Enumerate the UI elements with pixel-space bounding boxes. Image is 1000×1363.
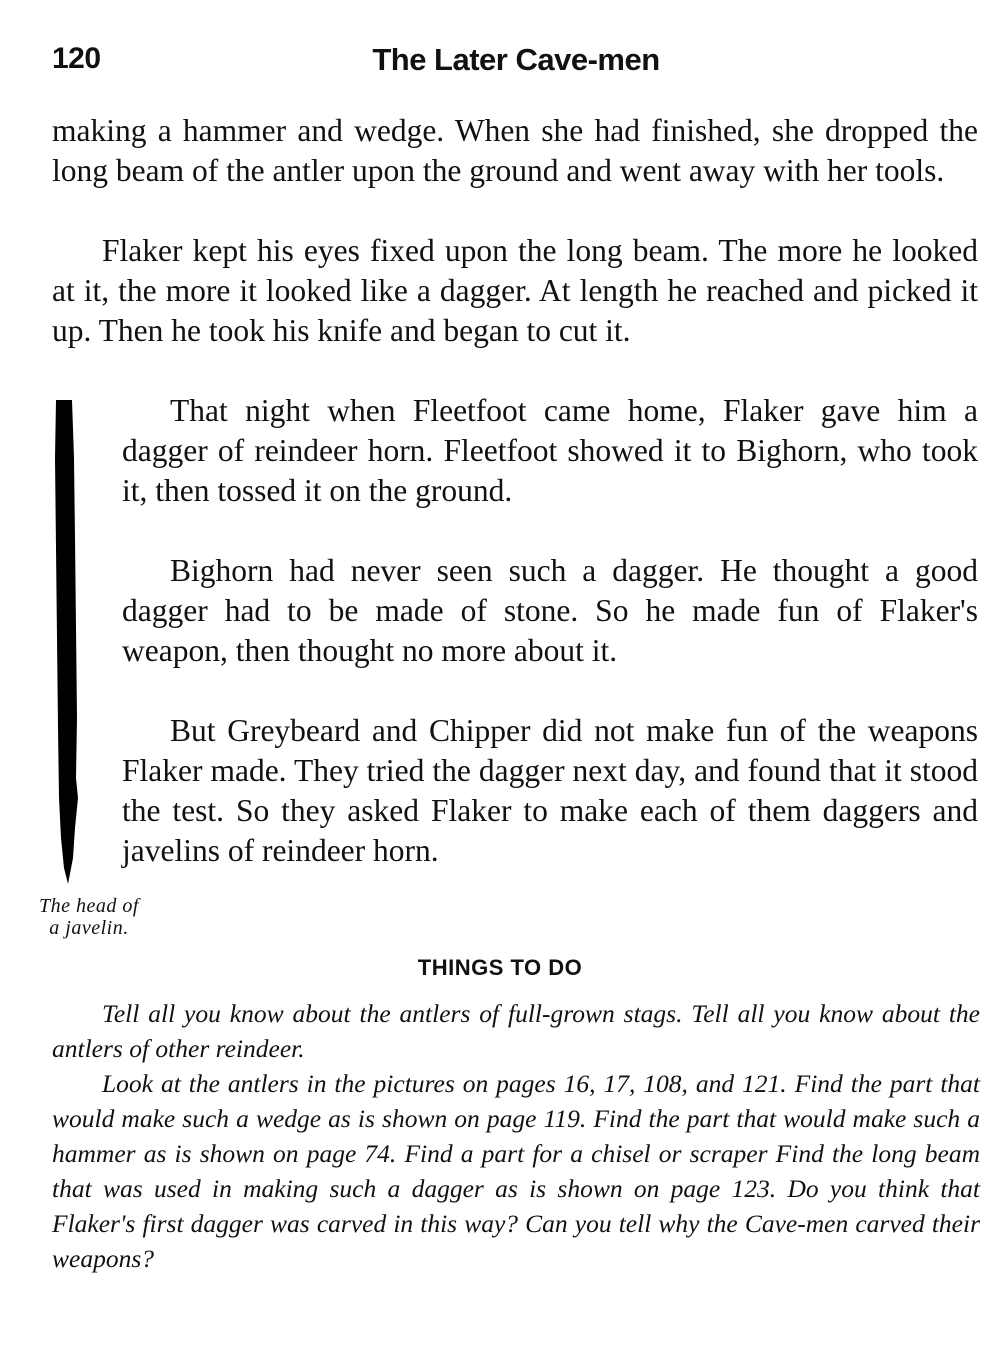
- javelin-head-shape: [55, 400, 78, 884]
- running-title: The Later Cave-men: [372, 42, 660, 77]
- activity-item-antlers: Tell all you know about the antlers of full-grown stags. Tell all you know about the antlers of other reindeer.: [52, 999, 980, 1063]
- paragraph-continuation: making a hammer and wedge. When she had finished, she dropped the long beam of the antler upon the ground and went away with her tools.: [52, 113, 978, 188]
- figure-caption-line2: a javelin.: [49, 917, 129, 939]
- javelin-head-illustration: [50, 398, 90, 888]
- page-number: 120: [52, 42, 101, 75]
- figure-caption-line1: The head of: [39, 895, 139, 917]
- paragraph-bighorn: Bighorn had never seen such a dagger. He thought a good dagger had to be made of stone. So he made fun of Flaker's weapon, then thought no more about it.: [122, 553, 978, 668]
- paragraph-flaker-beam: Flaker kept his eyes fixed upon the long beam. The more he looked at it, the more it looked like a dagger. At length he reached and picked it up. Then he took his knife and began to cut it.: [52, 233, 978, 348]
- paragraph-greybeard: But Greybeard and Chipper did not make fun of the weapons Flaker made. They tried the dagger next day, and found that it stood the test. So they asked Flaker to make each of them daggers and javelins of reindeer horn.: [122, 713, 978, 868]
- figure-caption: [14, 895, 164, 939]
- page-header: [52, 42, 980, 86]
- section-heading-things-to-do: THINGS TO DO: [417, 955, 583, 980]
- paragraph-fleetfoot: That night when Fleetfoot came home, Flaker gave him a dagger of reindeer horn. Fleetfoot showed it to Bighorn, who took it, then tossed it on the ground.: [122, 393, 978, 508]
- activity-item-pictures: Look at the antlers in the pictures on pages 16, 17, 108, and 121. Find the part that would make such a wedge as is shown on page 119. Find the part that would make such a hammer as is shown on page 74. Find a part for a chisel or scraper Find the long beam that was used in making such a dagger as is shown on page 123. Do you think that Flaker's first dagger was carved in this way? Can you tell why the Cave-men carved their weapons?: [52, 1069, 980, 1273]
